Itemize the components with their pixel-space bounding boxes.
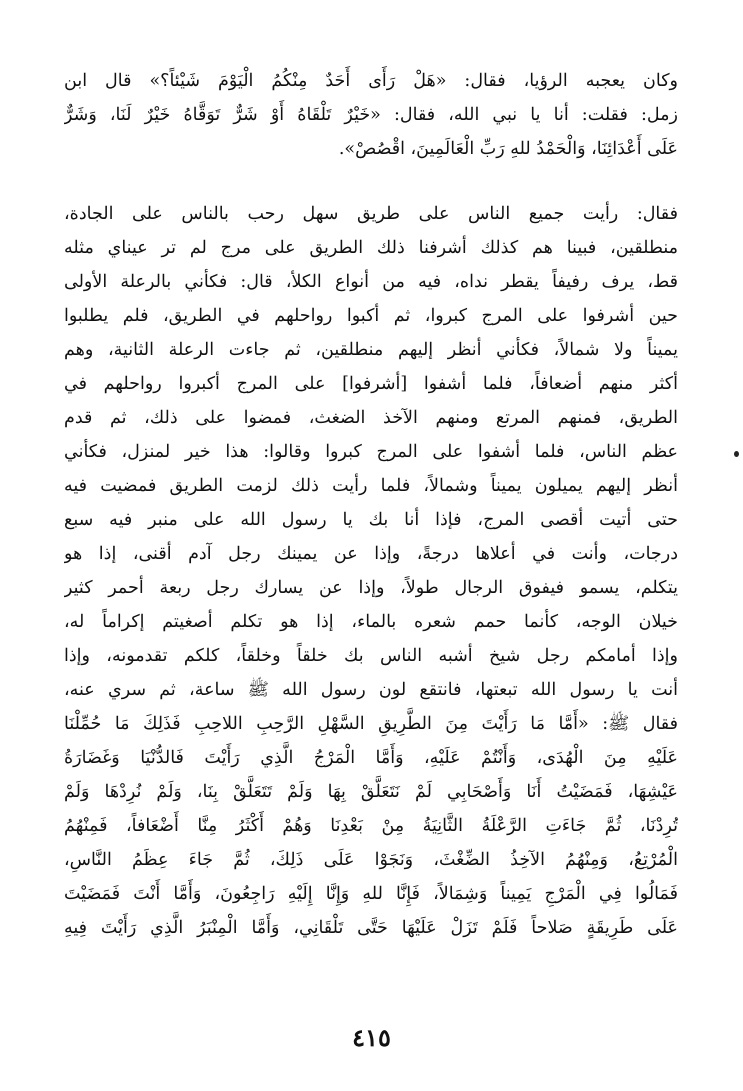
text-line: أكثر منهم أضعافاً، فلما أشفوا [أشرفوا] على المرج أكبروا رواحلهم في: [64, 374, 678, 394]
text-line: حين أشرفوا على المرج كبروا، ثم أكبوا رواحلهم في الطريق، فلم يطلبوا: [64, 306, 678, 326]
text-line: الْمُرْتِعُ، وَمِنْهُمُ الآخِذُ الضِّغْثَ، وَنَجَوْا عَلَى ذَلِكَ، ثُمَّ جَاءَ عِظَمُ النَّاسِ،: [64, 850, 678, 870]
text-line: أنظر إليهم يميلون يميناً وشمالاً، فلما رأيت ذلك لزمت الطريق فمضيت فيه: [64, 476, 678, 496]
text-line: منطلقين، فبينا هم كذلك أشرفنا ذلك الطريق على مرج لم تر عيناي مثله: [64, 238, 678, 258]
text-line: الطريق، فمنهم المرتع ومنهم الآخذ الضغث، فمضوا على ذلك، ثم قدم: [64, 408, 678, 428]
text-line: فَمَالُوا فِي الْمَرْجِ يَمِيناً وَشِمَالاً، فَإِنَّا للهِ وَإِنَّا إِلَيْهِ رَاجِعُونَ، وَأَمَّا أَنْتَ فَمَضَيْتَ: [64, 884, 678, 904]
text-line: أنت يا رسول الله تبعتها، فانتقع لون رسول الله ﷺ ساعة، ثم سري عنه،: [64, 680, 678, 700]
text-line: فقال: رأيت جميع الناس على طريق سهل رحب بالناس على الجادة،: [64, 204, 678, 224]
paragraph-dream-narration: [64, 197, 678, 945]
text-line: فقال ﷺ: «أَمَّا مَا رَأَيْتَ مِنَ الطَّرِيقِ السَّهْلِ الرَّحِبِ اللاحِبِ فَذَلِكَ مَا حُمِّلْنَا: [64, 714, 678, 734]
text-line: يتكلم، يسمو فيفوق الرجال طولاً، وإذا عن يسارك رجل ربعة أحمر كثير: [64, 578, 678, 598]
text-line: وإذا أمامكم رجل شيخ أشبه الناس بك خلقاً وخلقاً، كلكم تقدمونه، وإذا: [64, 646, 678, 666]
text-line: عظم الناس، فلما أشفوا على المرج كبروا وقالوا: هذا خير لمنزل، فكأني: [64, 442, 678, 462]
text-line: قط، يرف رفيفاً يقطر نداه، فيه من أنواع الكلأ، قال: فكأني بالرعلة الأولى: [64, 272, 678, 292]
text-line: يميناً ولا شمالاً، فكأني أنظر إليهم منطلقين، ثم جاءت الرعلة الثانية، وهم: [64, 340, 678, 360]
text-line: درجات، وأنت في أعلاها درجةً، وإذا عن يمينك رجل آدم أقنى، إذا هو: [64, 544, 678, 564]
text-line: عَلَيْهِ مِنَ الْهُدَى، وَأَنْتُمْ عَلَيْهِ، وَأَمَّا الْمَرْجُ الَّذِي رَأَيْتَ فَالدُّنْيَا وَغَضَارَةُ: [64, 748, 678, 768]
text-line: عَلَى طَرِيقَةٍ صَلاحاً فَلَمْ تَزَلْ عَلَيْهَا حَتَّى تَلْقَانِي، وَأَمَّا الْمِنْبَرُ الَّذِي رَأَيْتَ فِيهِ: [64, 918, 678, 938]
text-line: خيلان الوجه، كأنما حمم شعره بالماء، إذا هو تكلم أصغيتم إكراماً له،: [64, 612, 678, 632]
page-number: ٤١٥: [352, 1023, 391, 1052]
text-line: تُرِدْنَا، ثُمَّ جَاءَتِ الرَّعْلَةُ الثَّانِيَةُ مِنْ بَعْدِنَا وَهُمْ أَكْثَرُ مِنَّا أَضْعَافاً، فَمِنْهُمُ: [64, 816, 678, 836]
text-line: عَلَى أَعْدَائِنَا، وَالْحَمْدُ للهِ رَبِّ الْعَالَمِينَ، اقْصُصْ».: [338, 139, 678, 159]
text-line: عَيْشِهَا، فَمَضَيْتُ أَنَا وَأَصْحَابِي لَمْ نَتَعَلَّقْ بِهَا وَلَمْ تَتَعَلَّقْ بِنَا، وَلَمْ نُرِدْهَا وَلَمْ: [64, 782, 678, 802]
text-line: حتى أتيت أقصى المرج، فإذا أنا بك يا رسول الله على منبر فيه سبع: [64, 510, 678, 530]
text-line: زمل: فقلت: أنا يا نبي الله، فقال: «خَيْرٌ تَلْقَاهُ أَوْ شَرٌّ تَوَقَّاهُ خَيْرٌ لَنَا، وَشَرٌّ: [64, 105, 678, 125]
text-line: وكان يعجبه الرؤيا، فقال: «هَلْ رَأَى أَحَدٌ مِنْكُمُ الْيَوْمَ شَيْئاً؟» قال ابن: [64, 71, 678, 91]
margin-dot: [734, 451, 739, 457]
paragraph-dream-request: [64, 64, 678, 166]
